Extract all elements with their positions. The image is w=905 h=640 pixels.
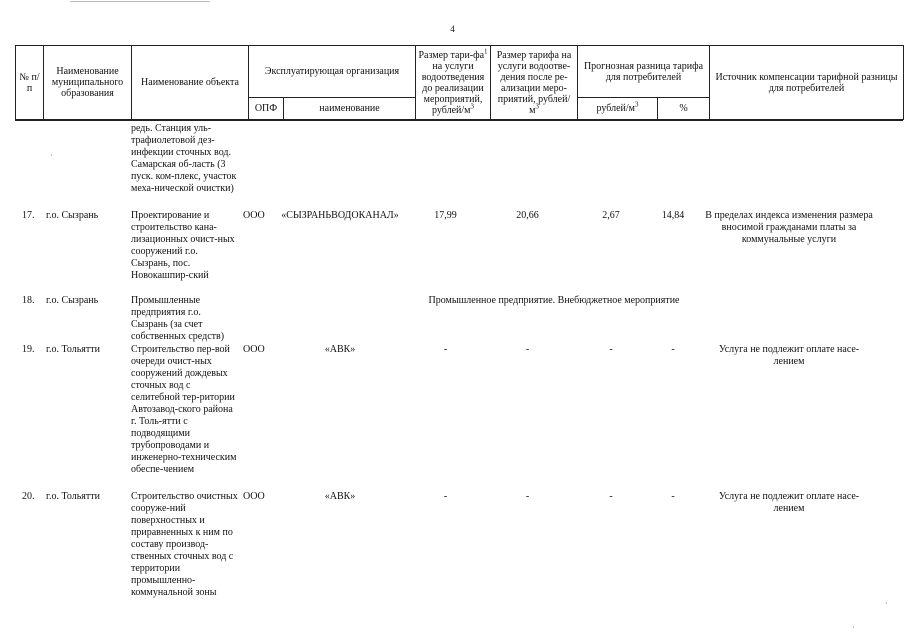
row-20-tariff-before: - [443, 491, 448, 502]
header-municipality: Наименование муниципального образования [44, 46, 132, 120]
row-20-object: Строительство очистных сооруже-ний поверхностных и приравненных к ним по составу производ-ственных сточных вод с территории промышленно-коммунальной зоны [131, 491, 238, 598]
row-17-diff-pct: 14,84 [661, 210, 685, 221]
row-18-municipality: г.о. Сызрань [46, 295, 99, 306]
header-num: № п/п [16, 46, 44, 120]
row-20-org-name: «АВК» [324, 491, 356, 502]
row-19-tariff-before: - [443, 344, 448, 355]
header-org-name: наименование [284, 98, 416, 120]
row-17-num: 17. [22, 210, 35, 221]
scan-speck: · [852, 623, 855, 632]
row-17-tariff-before: 17,99 [434, 210, 457, 221]
row-17-diff-rub: 2,67 [602, 210, 620, 221]
row-17-org-name: «СЫЗРАНЬВОДОКАНАЛ» [281, 210, 399, 221]
row-18-num: 18. [22, 295, 35, 306]
row-18-object: Промышленные предприятия г.о. Сызрань (за счет собственных средств) [131, 295, 225, 342]
row-19-object: Строительство пер-вой очереди очист-ных сооружений дождевых сточных вод с селитебной тер-ритории Автозавод-ского района г. Толь-ятти с подводящими трубопроводами и инженерно-техническим обеспе-чением [131, 344, 237, 475]
header-object: Наименование объекта [132, 46, 249, 120]
row-19-tariff-after: - [525, 344, 530, 355]
row-19-opf: ООО [243, 344, 265, 355]
row-17-tariff-after: 20,66 [516, 210, 539, 221]
row-20-source: Услуга не подлежит оплате насе-лением [718, 491, 860, 514]
header-source: Источник компенсации тарифной разницы для потребителей [710, 46, 904, 120]
header-rub: рублей/$м^3$ [578, 98, 658, 120]
header-tariff-before: Размер тари-$фа^1$ на услуги водоотведения до реализации мероприятий, рублей/$м^3$ [416, 46, 491, 120]
scan-speck: · [50, 151, 53, 160]
row-20-num: 20. [22, 491, 35, 502]
row-19-num: 19. [22, 344, 35, 355]
row-20-municipality: г.о. Тольятти [46, 491, 100, 502]
row-17-object: Проектирование и строительство кана-лизационных очист-ных сооружений г.о. Сызрань, пос. Новокашпир-ский [131, 210, 235, 281]
header-percent: % [658, 98, 710, 120]
row-20-diff-rub: - [609, 491, 613, 502]
continuation-object: редь. Станция уль-трафиолетовой дез-инфекции сточных вод. Самарская об-ласть (3 пуск. ком-плекс, участок меха-нической очистки) [131, 123, 237, 194]
header-org: Эксплуатирующая организация [249, 46, 416, 98]
row-17-opf: ООО [243, 210, 265, 221]
row-17-municipality: г.о. Сызрань [46, 210, 99, 221]
row-20-opf: ООО [243, 491, 265, 502]
scan-speck: · [885, 599, 888, 608]
row-19-diff-rub: - [609, 344, 613, 355]
row-17-source: В пределах индекса изменения размера вносимой гражданами платы за коммунальные услуги [705, 210, 873, 245]
header-tariff-after: Размер тарифа на услуги водоотве-дения после ре-ализации меро-приятий, рублей/$м^3$ [491, 46, 578, 120]
row-19-diff-pct: - [671, 344, 675, 355]
header-forecast: Прогнозная разница тарифа для потребителей [578, 46, 710, 98]
row-19-source: Услуга не подлежит оплате насе-лением [718, 344, 860, 367]
page-number: 4 [450, 24, 455, 34]
header-opf: ОПФ [249, 98, 284, 120]
row-19-org-name: «АВК» [324, 344, 356, 355]
row-19-municipality: г.о. Тольятти [46, 344, 100, 355]
row-20-diff-pct: - [671, 491, 675, 502]
row-20-tariff-after: - [525, 491, 530, 502]
row-18-merged-note: Промышленное предприятие. Внебюджетное мероприятие [428, 295, 680, 306]
